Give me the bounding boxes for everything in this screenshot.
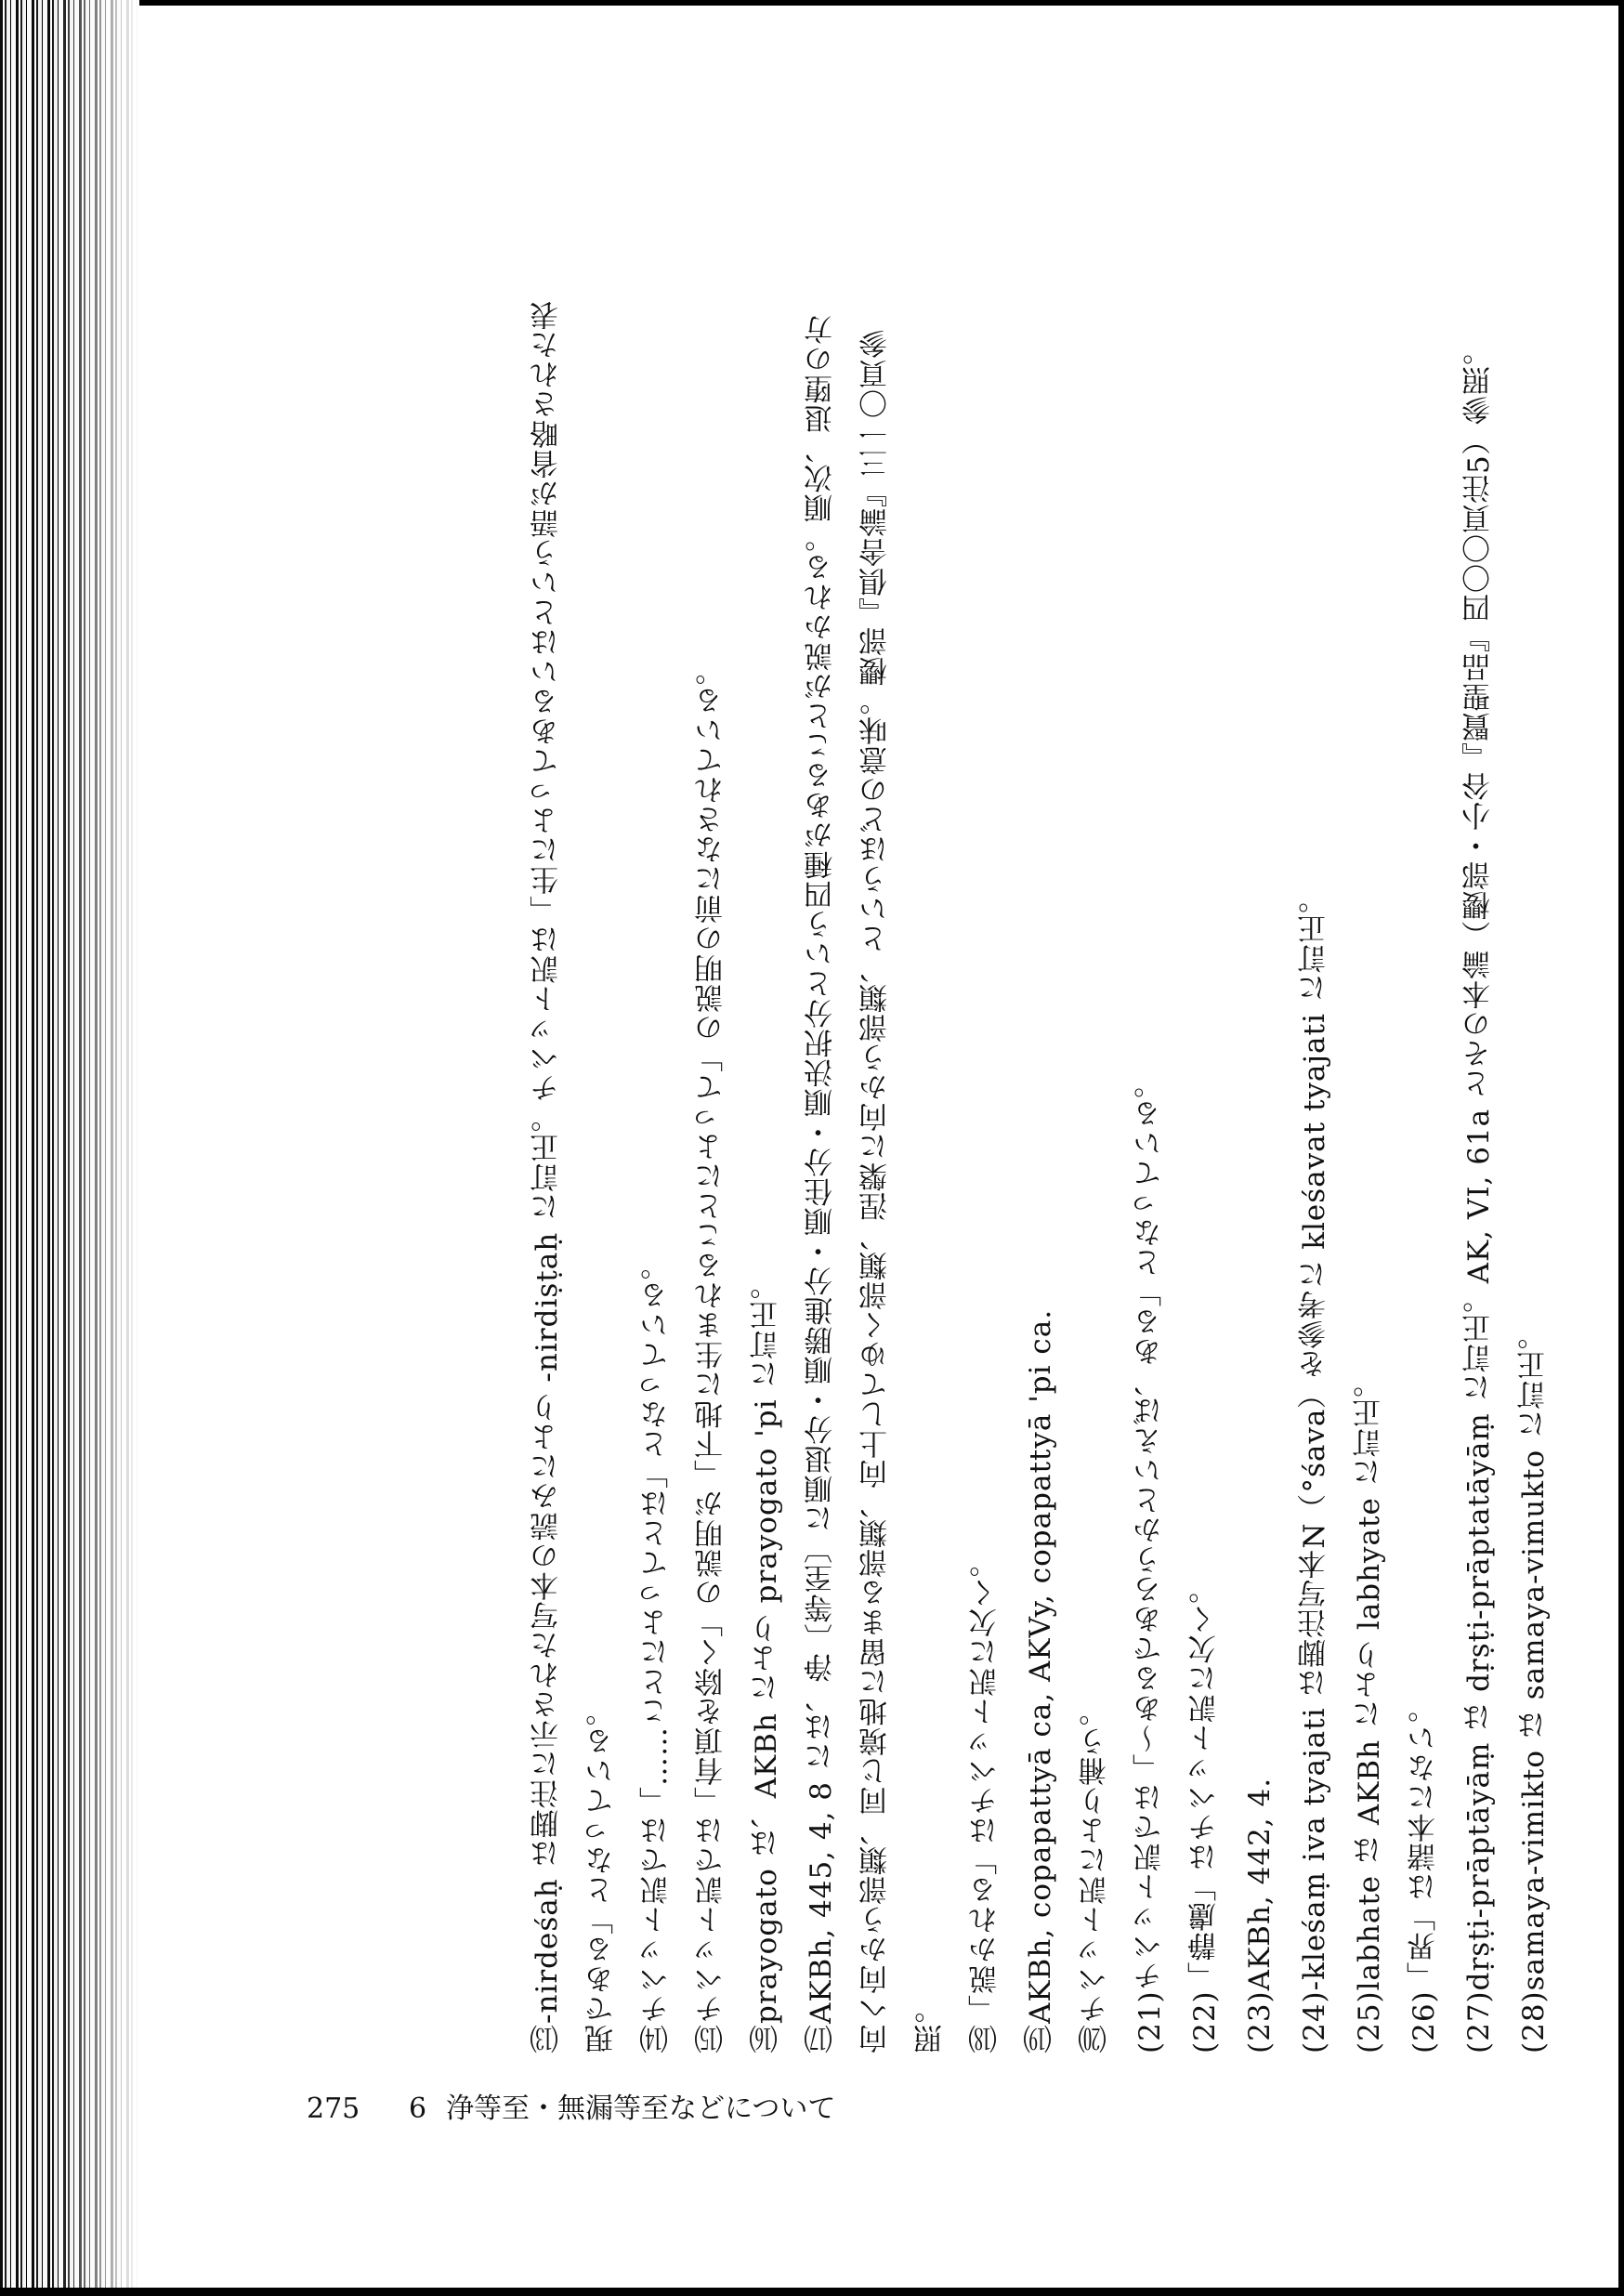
footnote-text: AKBh, 445, 4, 8 には、浄〔等至〕に順退分・順勝進分・順住分・順決択分という四種があることが説かれる。順次、退堕の方向へ向かう部類、同じ境地に留まる部類、向上してゆく部類、涅槃に向かう部類、というほどの意味。櫻部『倶舎論』三一〇頁参照。 <box>805 314 948 2053</box>
footnote-number: (28) <box>1517 1990 1551 2053</box>
chapter-title: 浄等至・無漏等至などについて <box>446 2093 836 2125</box>
footnote-22 <box>1178 288 1233 2053</box>
footnote-23 <box>1233 288 1288 2053</box>
scan-right-edge <box>1618 0 1624 2296</box>
footnote-21 <box>1123 288 1178 2053</box>
footnote-text: -kleśaṃ iva tyajati は脚注写本N（°śava）を参考に kleśavat tyajati に訂正。 <box>1298 884 1331 1991</box>
footnote-24 <box>1288 288 1342 2053</box>
footnote-number: (22) <box>1188 1990 1222 2053</box>
footnote-27 <box>1452 288 1507 2053</box>
footnote-text: prayogato は、AKBh により prayogato 'pi に訂正。 <box>750 1269 783 2024</box>
scan-top-edge <box>0 0 1624 6</box>
footnote-number: (27) <box>1462 1990 1496 2053</box>
footnote-13 <box>520 288 630 2053</box>
footnote-text: 「界」は諸本にない。 <box>1408 1693 1441 1991</box>
footnote-text: 「静慮」はチベット訳に欠く。 <box>1188 1574 1222 1991</box>
footnote-text: チベット訳では「有頂を除く」の説明が「下地に生まれることによって」の説明の前になされている。 <box>695 656 728 2024</box>
footnote-number: ⒄ <box>805 2024 838 2053</box>
binding-shadow <box>56 0 139 2296</box>
footnote-25 <box>1342 288 1397 2053</box>
footnote-text: AKBh, copapattyā ca, AKVy, copapattyā 'pi ca. <box>1024 1308 1057 2024</box>
footnote-number: (23) <box>1243 1990 1277 2053</box>
footnote-18 <box>959 288 1014 2053</box>
chapter-number: 6 <box>409 2093 427 2125</box>
footnote-text: チベット訳では「……ことによってとは」となっている。 <box>640 1251 674 2024</box>
footnote-number: (26) <box>1408 1990 1441 2053</box>
footnote-26 <box>1397 288 1452 2053</box>
footnote-text: labhate は AKBh により labhyate に訂正。 <box>1353 1368 1386 1991</box>
scan-bottom-edge <box>0 2288 1624 2296</box>
footnote-number: (21) <box>1133 1990 1167 2053</box>
footnote-text: dṛṣṭi-prāptāyāṃ は dṛṣṭi-prāptatāyāṃ に訂正。AK, VI, 61a とその本論（櫻部・小谷『賢聖品』四〇〇頁注5）参照。 <box>1462 335 1496 1991</box>
footnote-text: 「説かれる」はチベット訳に欠く。 <box>969 1548 1002 2024</box>
footnote-14 <box>630 288 685 2053</box>
footnote-number: (24) <box>1298 1990 1331 2053</box>
footnote-19 <box>1014 288 1068 2053</box>
footnote-28 <box>1507 288 1562 2053</box>
footnote-text: チベット訳により補う。 <box>1079 1697 1112 2024</box>
footnote-number: ⒁ <box>640 2024 674 2053</box>
footnotes-block <box>520 288 1579 2053</box>
footnote-number: ⒀ <box>530 2024 564 2053</box>
footnote-number: ⒃ <box>750 2024 783 2053</box>
footnote-17 <box>794 288 959 2053</box>
footnote-number: (25) <box>1353 1990 1386 2053</box>
footnote-text: AKBh, 442, 4. <box>1243 1777 1277 1991</box>
footnote-20 <box>1068 288 1123 2053</box>
footnote-text: samaya-vimikto は samaya-vimukto に訂正。 <box>1517 1319 1551 1991</box>
page-number: 275 <box>307 2093 360 2125</box>
footnote-number: ⒅ <box>969 2024 1002 2053</box>
footnote-15 <box>685 288 740 2053</box>
footnote-16 <box>740 288 794 2053</box>
page-footer <box>307 2091 1143 2128</box>
footnote-number: ⒆ <box>1024 2024 1057 2053</box>
footnote-text: -nirdeśaḥ は脚注に示された写本の読みにより -nirdiṣṭaḥ に訂正。チベット訳は「生によってあるいはという語が省略された表現である」となっている。 <box>530 299 619 2053</box>
footnote-number: ⒂ <box>695 2024 728 2053</box>
footnote-number: ⒇ <box>1079 2024 1112 2053</box>
footnote-text: チベット訳では「～あるであろうかといえば、ある」となっている。 <box>1133 1069 1167 1991</box>
